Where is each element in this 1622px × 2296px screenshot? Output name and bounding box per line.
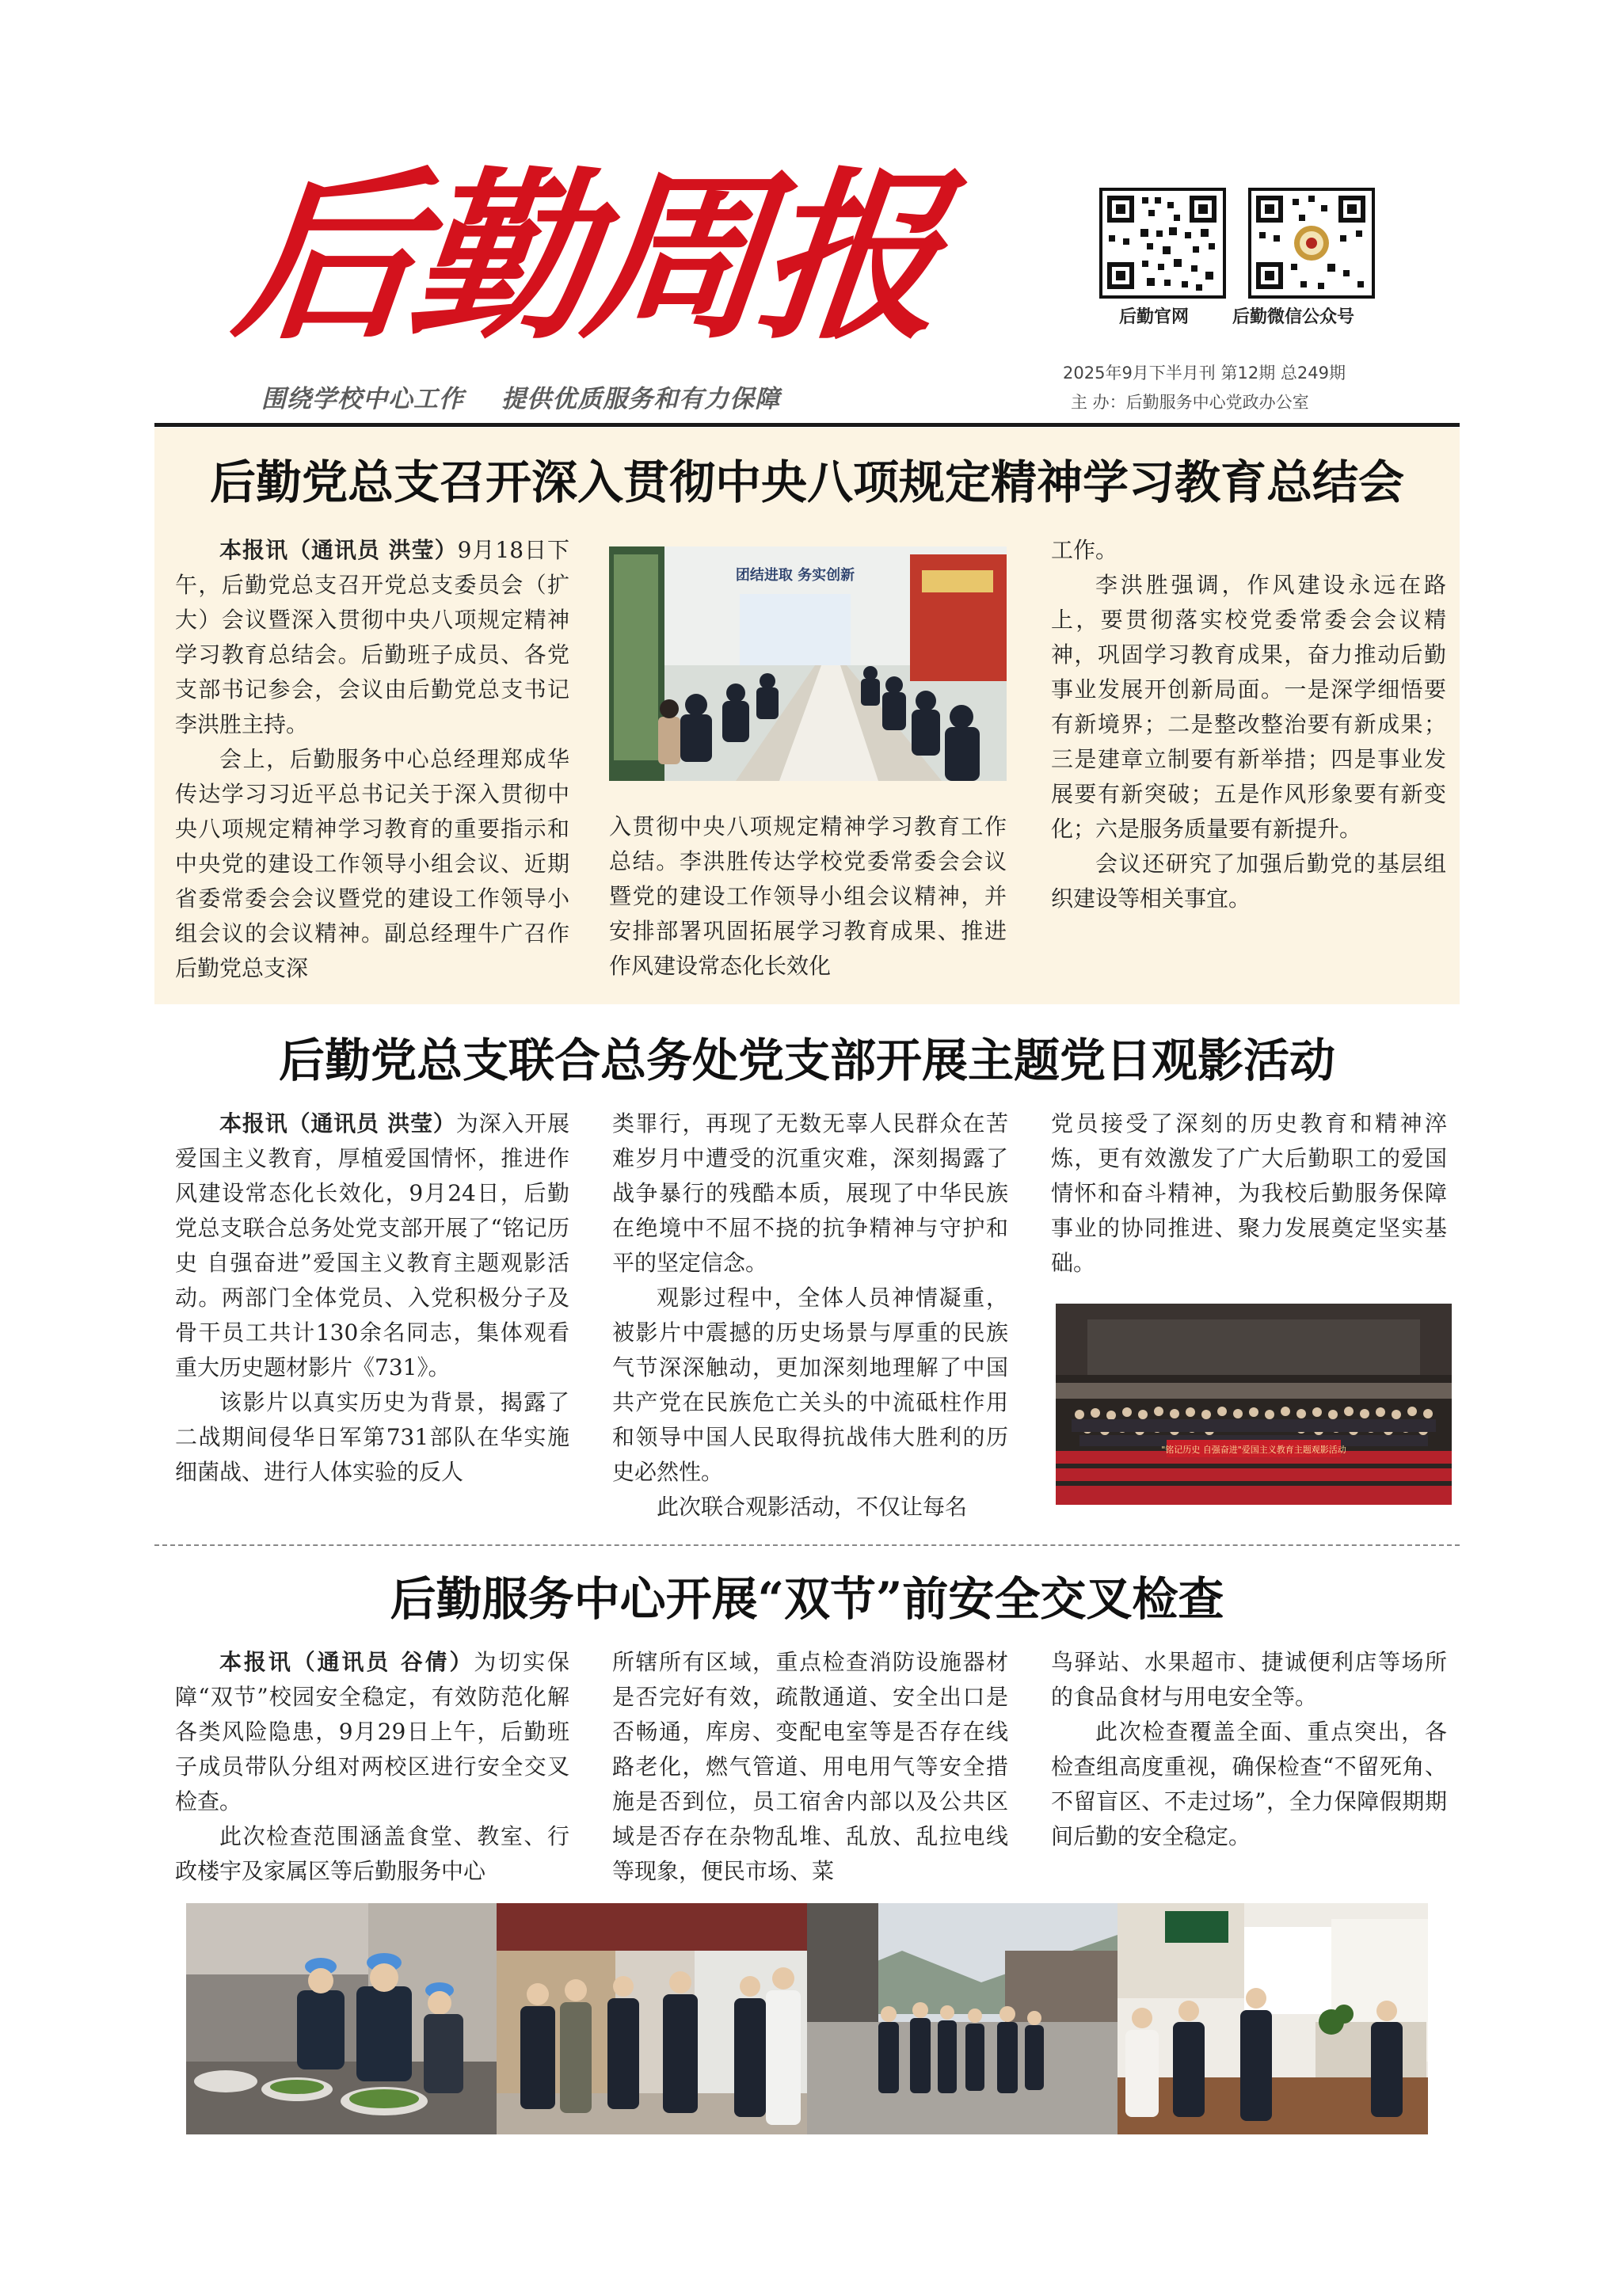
article2-byline: 本报讯（通讯员 洪莹） (219, 1110, 456, 1137)
article1-col3-para3: 会议还研究了加强后勤党的基层组织建设等相关事宜。 (1051, 851, 1446, 912)
article3-photo-office (1118, 1903, 1428, 2134)
article1-byline: 本报讯（通讯员 洪莹） (219, 537, 458, 563)
article3-para2: 此次检查范围涵盖食堂、教室、行政楼宇及家属区等后勤服务中心 (175, 1823, 569, 1884)
article3-para1: 为切实保障“双节”校园安全稳定，有效防范化解各类风险隐患，9月29日上午，后勤班子成员带队分组对两校区进行安全交叉检查。 (175, 1649, 569, 1814)
article1-col3-para1: 工作。 (1051, 537, 1118, 563)
meeting-wall-slogan: 团结进取 务实创新 (735, 567, 855, 584)
article2-col2-para1: 类罪行，再现了无数无辜人民群众在苦难岁月中遭受的沉重灾难，深刻揭露了战争暴行的残酷本质，展现了中华民族在绝境中不屈不挠的抗争精神与守护和平的坚定信念。 (612, 1110, 1008, 1276)
article1-col3 (1051, 533, 1446, 916)
masthead-rule (154, 423, 1460, 427)
article2-col2-para2: 观影过程中，全体人员神情凝重，被影片中震撼的历史场景与厚重的民族气节深深触动，更加深刻地理解了中国共产党在民族危亡关头的中流砥柱作用和领导中国人民取得抗战伟大胜利的历史必然性。 (612, 1285, 1008, 1485)
section-divider (154, 1544, 1460, 1546)
article2-col2 (612, 1106, 1008, 1525)
article2-headline: 后勤党总支联合总务处党支部开展主题党日观影活动 (278, 1034, 1335, 1087)
article3-col3 (1051, 1645, 1447, 1854)
article3-col1 (175, 1645, 569, 1889)
article2-col1 (175, 1106, 569, 1490)
article3-photo-store (497, 1903, 807, 2134)
article1-col3-para2: 李洪胜强调，作风建设永远在路上，要贯彻落实校党委常委会会议精神，巩固学习教育成果，奋力推动后勤事业发展开创新局面。一是深学细悟要有新境界；二是整改整治要有新成果；三是建章立制要有新举措；四是事业发展要有新突破；五是作风形象要有新变化；六是服务质量要有新提升。 (1051, 572, 1446, 842)
qr-code-wechat-icon (1248, 188, 1375, 299)
masthead-slogan: 围绕学校中心工作 提供优质服务和有力保障 (261, 385, 781, 413)
article1-col1 (175, 533, 569, 986)
sponsor-info: 主 办：后勤服务中心党政办公室 (1071, 393, 1309, 412)
article3-photo-canteen (186, 1903, 497, 2134)
article2-photo-cinema (1056, 1304, 1452, 1505)
article2-para1: 为深入开展爱国主义教育，厚植爱国情怀，推进作风建设常态化长效化，9月24日，后勤党总支联合总务处党支部开展了“铭记历史 自强奋进”爱国主义教育主题观影活动。两部门全体党员、入党积极分子及骨干员工共计130余名同志，集体观看重大历史题材影片《731》。 (175, 1110, 569, 1380)
article2-col2-para3: 此次联合观影活动，不仅让每名 (657, 1494, 968, 1520)
article3-col2 (612, 1645, 1008, 1889)
issue-info: 2025年9月下半月刊 第12期 总249期 (1063, 364, 1346, 383)
article2-col3-text: 党员接受了深刻的历史教育和精神淬炼，更有效激发了广大后勤职工的爱国情怀和奋斗精神，为我校后勤服务保障事业的协同推进、聚力发展奠定坚实基础。 (1051, 1110, 1447, 1276)
article1-col2 (609, 809, 1007, 984)
article1-para2: 会上，后勤服务中心总经理郑成华传达学习习近平总书记关于深入贯彻中央八项规定精神学习教育的重要指示和中央党的建设工作领导小组会议、近期省委常委会会议暨党的建设工作领导小组会议的会议精神。副总经理牛广召作后勤党总支深 (175, 746, 569, 981)
article1-headline: 后勤党总支召开深入贯彻中央八项规定精神学习教育总结会 (209, 455, 1404, 509)
article1-photo-meeting (609, 546, 1007, 781)
article3-col2-text: 所辖所有区域，重点检查消防设施器材是否完好有效，疏散通道、安全出口是否畅通，库房、变配电室等是否存在线路老化，燃气管道、用电用气等安全措施是否到位，员工宿舍内部以及公共区域是否存在杂物乱堆、乱放、乱拉电线等现象，便民市场、菜 (612, 1649, 1008, 1884)
qr-label-website: 后勤官网 (1119, 307, 1190, 327)
article3-col3-para2: 此次检查覆盖全面、重点突出，各检查组高度重视，确保检查“不留死角、不留盲区、不走过场”，全力保障假期期间后勤的安全稳定。 (1051, 1719, 1447, 1849)
article2-col3 (1051, 1106, 1447, 1281)
qr-code-website-icon (1099, 188, 1226, 299)
qr-label-wechat: 后勤微信公众号 (1232, 307, 1355, 327)
article3-byline: 本报讯（通讯员 谷倩） (219, 1649, 474, 1675)
article3-col3-para1: 鸟驿站、水果超市、捷诚便利店等场所的食品食材与用电安全等。 (1051, 1649, 1447, 1710)
cinema-banner-text: "铭记历史 自强奋进"爱国主义教育主题观影活动 (1161, 1445, 1346, 1455)
article3-headline: 后勤服务中心开展“双节”前安全交叉检查 (390, 1572, 1224, 1626)
article3-photo-outdoor (807, 1903, 1118, 2134)
article1-para1: 9月18日下午，后勤党总支召开党总支委员会（扩大）会议暨深入贯彻中央八项规定精神学习教育总结会。后勤班子成员、各党支部书记参会，会议由后勤党总支书记李洪胜主持。 (175, 537, 569, 737)
article1-col2-text: 入贯彻中央八项规定精神学习教育工作总结。李洪胜传达学校党委常委会会议暨党的建设工作领导小组会议精神，并安排部署巩固拓展学习教育成果、推进作风建设常态化长效化 (609, 813, 1007, 979)
article2-para2: 该影片以真实历史为背景，揭露了二战期间侵华日军第731部队在华实施细菌战、进行人体实验的反人 (175, 1389, 569, 1485)
newspaper-title: 后勤周报 (226, 150, 946, 364)
